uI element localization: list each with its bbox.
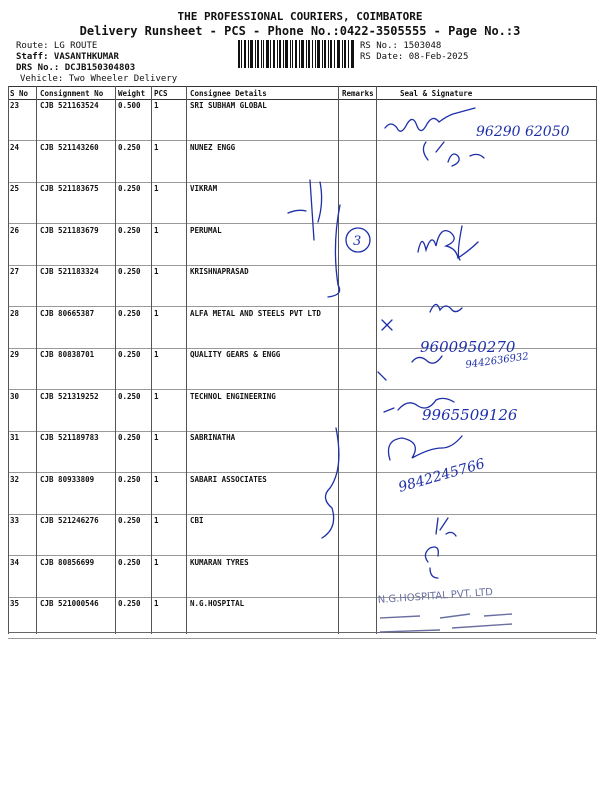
cell-sno: 29 [10,350,20,359]
signature-26 [418,226,478,260]
cell-pcs: 1 [154,433,159,442]
cell-sno: 27 [10,267,20,276]
col-weight: Weight [118,89,146,98]
cell-consignee: PERUMAL [190,225,222,235]
stamp-lines-35 [380,614,512,632]
cell-consignment: CJB 521183675 [40,184,99,193]
stamp-35: N.G.HOSPITAL PVT. LTD [377,586,494,606]
cell-pcs: 1 [154,391,159,401]
cell-consignee: ALFA METAL AND STEELS PVT LTD [190,308,321,318]
cell-consignment: CJB 521319252 [40,391,99,401]
cell-pcs: 1 [154,184,159,193]
company-title: THE PROFESSIONAL COURIERS, COIMBATORE [177,10,423,23]
cell-consignment: CJB 521183679 [40,225,99,235]
cell-pcs: 1 [154,599,159,608]
cell-consignee: NUNEZ ENGG [190,142,236,152]
col-consignment: Consignment No [40,89,104,98]
cell-consignment: CJB 80665387 [40,308,95,318]
bracket-31 [322,428,339,538]
cell-sno: 34 [10,557,20,567]
phone-28: 9600950270 [420,338,516,356]
mark-24 [423,142,484,166]
cell-pcs: 1 [154,101,159,110]
phone-29: 9442636932 [464,351,530,371]
phone-23: 96290 62050 [476,124,570,140]
phone-30: 9965509126 [422,406,518,424]
signature-29 [378,356,442,380]
cell-sno: 32 [10,474,20,484]
col-remarks: Remarks [342,89,374,98]
note-25 [288,180,322,240]
cell-weight: 0.250 [118,391,141,401]
cell-pcs: 1 [154,350,159,359]
cell-weight: 0.250 [118,599,141,608]
cell-weight: 0.250 [118,474,141,484]
cell-consignee: N.G.HOSPITAL [190,599,245,608]
col-pcs: PCS [154,89,168,98]
cell-consignee: QUALITY GEARS & ENGG [190,350,281,359]
cell-consignment: CJB 521189783 [40,433,99,442]
cell-weight: 0.250 [118,142,141,152]
bracket-26 [328,205,340,297]
cell-sno: 30 [10,391,20,401]
cell-weight: 0.500 [118,101,141,110]
cell-weight: 0.250 [118,225,141,235]
cell-sno: 31 [10,433,20,442]
cell-weight: 0.250 [118,267,141,276]
cell-consignee: SRI SUBHAM GLOBAL [190,101,267,110]
cell-sno: 24 [10,142,20,152]
signature-28 [382,304,462,330]
cell-pcs: 1 [154,308,159,318]
cell-pcs: 1 [154,516,159,525]
col-sno: S No [10,89,29,98]
cell-consignee: KRISHNAPRASAD [190,267,249,276]
signature-23 [385,108,475,131]
cell-consignee: VIKRAM [190,184,218,193]
cell-pcs: 1 [154,474,159,484]
cell-sno: 35 [10,599,20,608]
cell-sno: 28 [10,308,20,318]
cell-weight: 0.250 [118,350,141,359]
cell-sno: 23 [10,101,20,110]
cell-consignee: SABRINATHA [190,433,236,442]
phone-32: 9842245766 [396,455,487,496]
mark-34 [425,547,438,578]
cell-weight: 0.250 [118,433,141,442]
cell-sno: 26 [10,225,20,235]
rs-date: RS Date: 08-Feb-2025 [360,52,469,62]
route: Route: LG ROUTE [16,41,98,51]
cell-consignee: CBI [190,516,204,525]
cell-weight: 0.250 [118,308,141,318]
cell-consignment: CJB 521163524 [40,101,99,110]
cell-pcs: 1 [154,225,159,235]
mark-33 [436,518,456,536]
cell-sno: 25 [10,184,20,193]
col-seal: Seal & Signature [400,89,473,98]
cell-pcs: 1 [154,267,159,276]
cell-sno: 33 [10,516,20,525]
col-consignee: Consignee Details [190,89,267,98]
cell-weight: 0.250 [118,516,141,525]
cell-consignee: TECHNOL ENGINEERING [190,391,276,401]
cell-pcs: 1 [154,142,159,152]
rs-number: RS No.: 1503048 [360,41,442,51]
cell-weight: 0.250 [118,184,141,193]
cell-consignment: CJB 80856699 [40,557,95,567]
cell-consignment: CJB 80838701 [40,350,95,359]
cell-consignment: CJB 521000546 [40,599,99,608]
vehicle: Vehicle: Two Wheeler Delivery [20,74,178,84]
cell-consignee: SABARI ASSOCIATES [190,474,267,484]
staff: Staff: VASANTHKUMAR [16,52,119,62]
drs-number: DRS No.: DCJB150304803 [16,63,136,73]
runsheet-title: Delivery Runsheet - PCS - Phone No.:0422-3505555 - Page No.:3 [79,24,521,38]
cell-pcs: 1 [154,557,159,567]
cell-consignment: CJB 521246276 [40,516,99,525]
cell-consignment: CJB 80933809 [40,474,95,484]
remark-26: 3 [353,234,362,249]
cell-consignee: KUMARAN TYRES [190,557,249,567]
cell-weight: 0.250 [118,557,141,567]
cell-consignment: CJB 521183324 [40,267,99,276]
cell-consignment: CJB 521143260 [40,142,99,152]
signature-31 [389,436,463,460]
